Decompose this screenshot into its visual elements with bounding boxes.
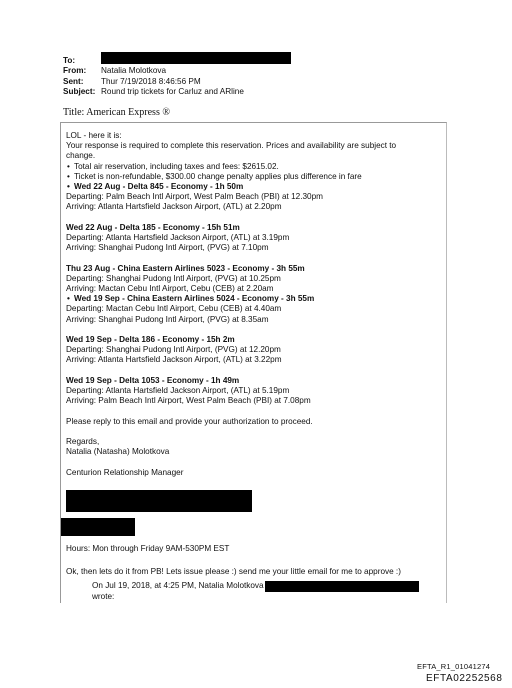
flight-title: • Wed 19 Sep - China Eastern Airlines 5024 - Economy - 3h 55m (66, 294, 436, 304)
flight-departing: Departing: Shanghai Pudong Intl Airport, (PVG) at 12.20pm (66, 345, 281, 355)
ticket-line: • Ticket is non-refundable, $300.00 change penalty applies plus difference in fare (66, 172, 436, 182)
redacted-email (265, 581, 419, 592)
flight-title: Thu 23 Aug - China Eastern Airlines 5023 - Economy - 3h 55m (66, 263, 305, 273)
email-header (63, 56, 291, 98)
bates-code-1: EFTA_R1_01041274 (417, 662, 491, 671)
flight-arriving: Arriving: Mactan Cebu Intl Airport, Cebu (CEB) at 2.20am (66, 284, 274, 294)
flight-departing: Departing: Atlanta Hartsfield Jackson Airport, (ATL) at 5.19pm (66, 386, 290, 396)
flight-title: Wed 19 Sep - Delta 186 - Economy - 15h 2m (66, 335, 235, 345)
to-label: To: (63, 56, 76, 65)
from-label: From: (63, 66, 87, 76)
quoted-header (92, 581, 419, 602)
signer-name: Natalia (Natasha) Molotkova (66, 447, 170, 457)
flight-departing: Departing: Atlanta Hartsfield Jackson Airport, (ATL) at 3.19pm (66, 233, 290, 243)
sent-value: Thur 7/19/2018 8:46:56 PM (101, 76, 201, 86)
redacted-to (101, 52, 291, 64)
subject-value: Round trip tickets for Carluz and ARline (101, 87, 244, 97)
response-line-1: Your response is required to complete this reservation. Prices and availability are subject to (66, 141, 397, 151)
flight-departing: Departing: Palm Beach Intl Airport, West Palm Beach (PBI) at 12.30pm (66, 192, 323, 202)
flight-arriving: Arriving: Palm Beach Intl Airport, West Palm Beach (PBI) at 7.08pm (66, 396, 311, 406)
quote-line-2: wrote: (92, 592, 115, 601)
total-line: • Total air reservation, including taxes and fees: $2615.02. (66, 162, 436, 172)
quote-line-1: On Jul 19, 2018, at 4:25 PM, Natalia Molotkova (92, 581, 264, 591)
redacted-block-1 (66, 490, 252, 512)
flight-title: • Wed 22 Aug - Delta 845 - Economy - 1h 50m (66, 182, 436, 192)
sent-label: Sent: (63, 76, 84, 86)
reply-line: Ok, then lets do it from PB! Lets issue please :) send me your little email for me to approve :) (66, 566, 401, 576)
regards-line: Regards, (66, 437, 100, 446)
flight-arriving: Arriving: Atlanta Hartsfield Jackson Airport, (ATL) at 3.22pm (66, 355, 282, 365)
hours-line: Hours: Mon through Friday 9AM-530PM EST (66, 544, 230, 554)
response-line-2: change. (66, 151, 96, 161)
document-title: Title: American Express ® (63, 107, 170, 118)
flight-arriving: Arriving: Shanghai Pudong Intl Airport, (PVG) at 7.10pm (66, 243, 269, 253)
bates-code-2: EFTA02252568 (426, 673, 503, 684)
redacted-block-2 (61, 518, 135, 536)
flight-title: Wed 19 Sep - Delta 1053 - Economy - 1h 49m (66, 375, 240, 385)
message-body (66, 131, 436, 577)
signer-role: Centurion Relationship Manager (66, 467, 184, 477)
flight-departing: Departing: Shanghai Pudong Intl Airport, (PVG) at 10.25pm (66, 273, 281, 283)
flight-arriving: Arriving: Shanghai Pudong Intl Airport, (PVG) at 8.35am (66, 314, 269, 324)
subject-label: Subject: (63, 87, 96, 97)
reply-request: Please reply to this email and provide your authorization to proceed. (66, 416, 313, 426)
flight-departing: Departing: Mactan Cebu Intl Airport, Cebu (CEB) at 4.40am (66, 304, 282, 314)
flight-arriving: Arriving: Atlanta Hartsfield Jackson Airport, (ATL) at 2.20pm (66, 202, 282, 212)
flight-title: Wed 22 Aug - Delta 185 - Economy - 15h 51m (66, 222, 240, 232)
intro-line: LOL - here it is: (66, 131, 122, 140)
from-value: Natalia Molotkova (101, 66, 167, 76)
